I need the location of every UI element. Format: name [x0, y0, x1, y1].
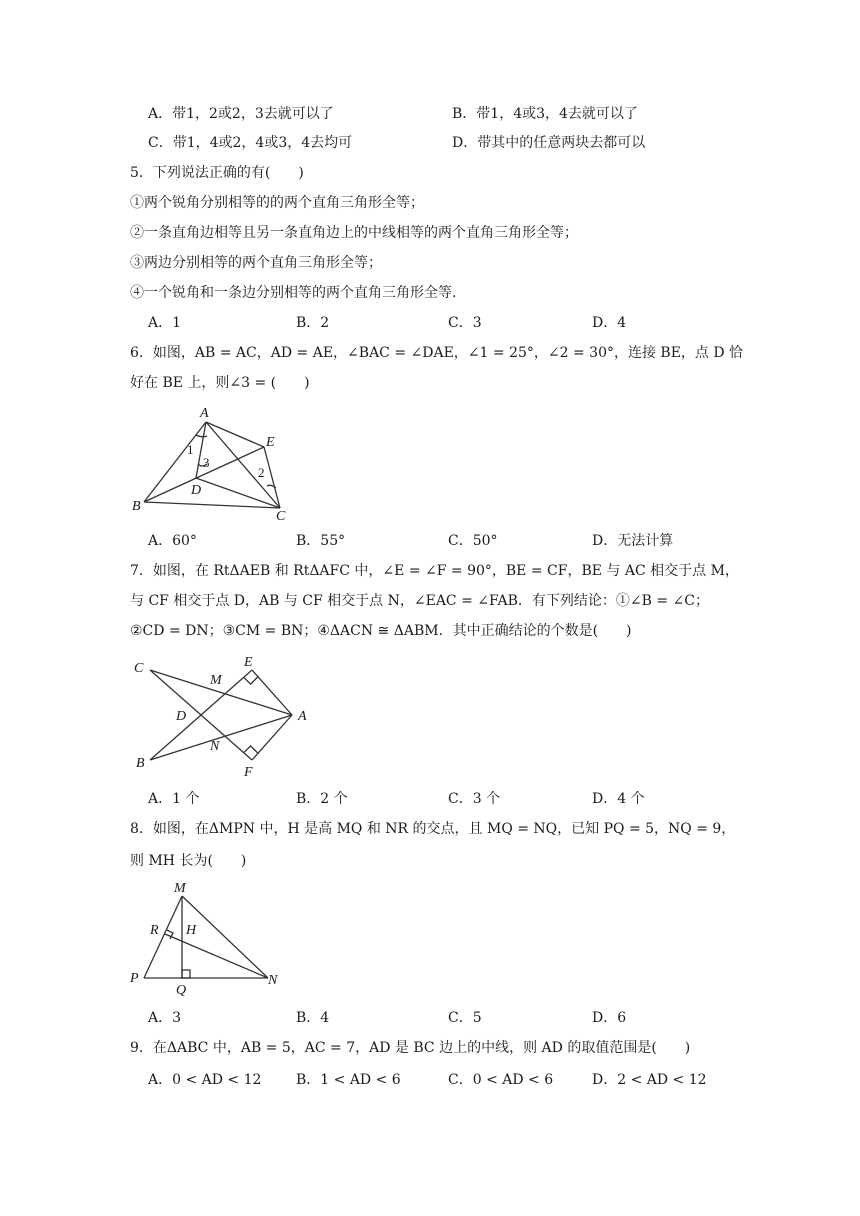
q7-stem-line-2: 与 CF 相交于点 D，AB 与 CF 相交于点 N，∠EAC = ∠FAB．有下列结论：①∠B = ∠C；: [130, 593, 709, 609]
q7-label-c: C: [134, 661, 144, 676]
q9-option-b: B．1 < AD < 6: [296, 1072, 401, 1088]
q8-figure: [126, 878, 296, 998]
q7-label-n: N: [210, 739, 220, 754]
q8-stem-line-2: 则 MH 长为( ): [130, 853, 247, 869]
q5-option-d: D．4: [592, 315, 627, 331]
q5-statement-2: ②一条直角边相等且另一条直角边上的中线相等的两个直角三角形全等；: [130, 225, 578, 241]
q7-stem-line-1: 7．如图，在 RtΔAEB 和 RtΔAFC 中，∠E = ∠F = 90°，BE = CF，BE 与 AC 相交于点 M，: [130, 563, 739, 579]
q7-option-a: A．1 个: [148, 791, 200, 807]
q5-statement-4: ④一个锐角和一条边分别相等的两个直角三角形全等.: [130, 285, 457, 301]
q7-segment-ba: [150, 715, 292, 760]
q5-option-c: C．3: [448, 315, 482, 331]
q7-label-m: M: [210, 673, 222, 688]
q6-label-c: C: [276, 509, 286, 522]
q6-label-d: D: [191, 483, 202, 498]
q6-label-e: E: [266, 435, 275, 450]
q6-angle-1-arc: [196, 435, 207, 437]
q6-stem-line-1: 6．如图，AB = AC，AD = AE，∠BAC = ∠DAE，∠1 = 25°，∠2 = 30°，连接 BE，点 D 恰: [130, 345, 744, 361]
q6-figure: [130, 402, 300, 522]
q7-right-angle-e: [244, 670, 258, 684]
q6-option-a: A．60°: [148, 533, 197, 549]
q7-figure: [130, 650, 320, 780]
q8-label-p: P: [130, 971, 139, 986]
q8-option-b: B．4: [296, 1010, 330, 1026]
q9-stem: 9．在ΔABC 中，AB = 5，AC = 7，AD 是 BC 边上的中线，则 AD 的取值范围是( ): [130, 1040, 691, 1056]
q7-option-b: B．2 个: [296, 791, 348, 807]
q8-stem-line-1: 8．如图，在ΔMPN 中，H 是高 MQ 和 NR 的交点，且 MQ = NQ，已知 PQ = 5，NQ = 9，: [130, 821, 736, 837]
q7-label-d: D: [176, 709, 187, 724]
q6-segment-ae: [206, 422, 264, 447]
q5-option-b: B．2: [296, 315, 330, 331]
q6-label-angle-3: 3: [203, 455, 210, 470]
q8-label-q: Q: [176, 983, 187, 998]
q7-label-f: F: [244, 765, 253, 780]
q9-option-a: A．0 < AD < 12: [148, 1072, 262, 1088]
q9-option-c: C．0 < AD < 6: [448, 1072, 554, 1088]
q7-label-a: A: [298, 709, 307, 724]
q7-label-b: B: [136, 756, 145, 771]
q6-option-d: D．无法计算: [592, 533, 674, 549]
q7-option-c: C．3 个: [448, 791, 501, 807]
q7-label-e: E: [244, 655, 253, 670]
q8-segment-rn: [165, 934, 268, 978]
q6-label-angle-1: 1: [187, 442, 194, 457]
q8-label-n: N: [268, 973, 278, 988]
q6-label-a: A: [200, 406, 209, 421]
q9-option-d: D．2 < AD < 12: [592, 1072, 707, 1088]
q6-label-b: B: [132, 499, 141, 514]
q6-stem-line-2: 好在 BE 上，则∠3 = ( ): [130, 375, 310, 391]
q7-right-angle-f: [244, 746, 258, 760]
q8-label-h: H: [186, 923, 197, 938]
q4-option-a: A．带1，2或2，3去就可以了: [148, 106, 334, 122]
q6-segment-bc: [144, 502, 280, 508]
q7-stem-line-3: ②CD = DN；③CM = BN；④ΔACN ≅ ΔABM．其中正确结论的个数是( ): [130, 623, 632, 639]
q5-stem: 5．下列说法正确的有( ): [130, 165, 304, 181]
q4-option-b: B．带1，4或3，4去就可以了: [452, 106, 638, 122]
q4-option-d: D．带其中的任意两块去都可以: [452, 135, 646, 151]
q4-option-c: C．带1，4或2，4或3，4去均可: [148, 135, 353, 151]
q6-label-angle-2: 2: [258, 465, 265, 480]
q8-label-m: M: [174, 881, 186, 896]
q8-option-c: C．5: [448, 1010, 482, 1026]
q8-right-angle-q: [182, 970, 190, 978]
q5-option-a: A．1: [148, 315, 182, 331]
q5-statement-1: ①两个锐角分别相等的的两个直角三角形全等；: [130, 195, 424, 211]
q8-option-d: D．6: [592, 1010, 627, 1026]
q8-label-r: R: [150, 923, 159, 938]
q6-option-b: B．55°: [296, 533, 346, 549]
q7-option-d: D．4 个: [592, 791, 645, 807]
q8-option-a: A．3: [148, 1010, 182, 1026]
q5-statement-3: ③两边分别相等的两个直角三角形全等；: [130, 255, 382, 271]
q6-option-c: C．50°: [448, 533, 498, 549]
